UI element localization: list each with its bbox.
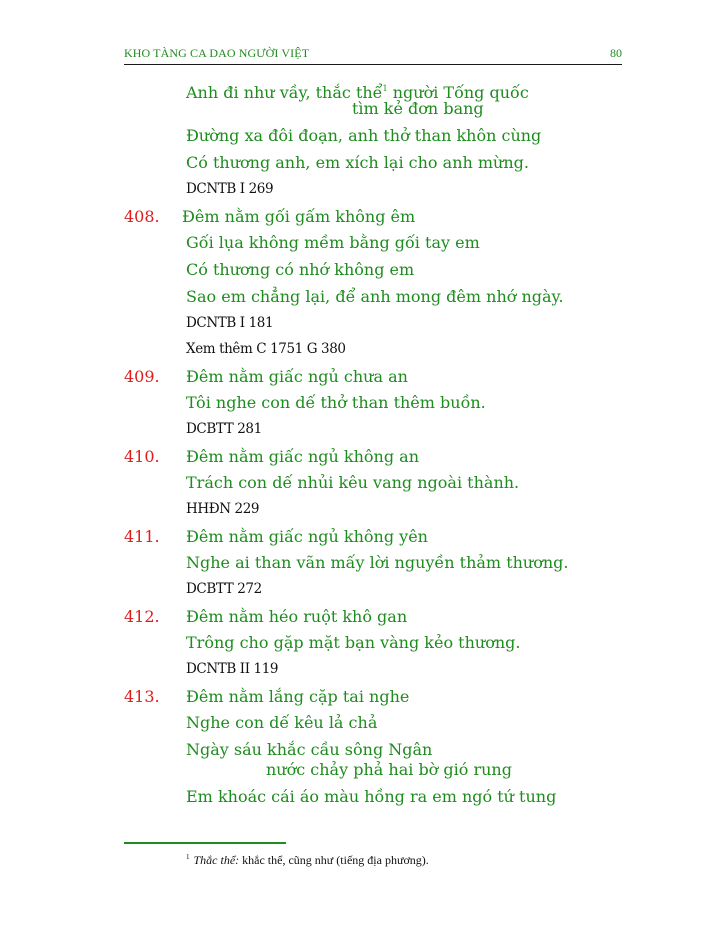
verse-line: Anh đi như vầy, thắc thể$^1$ người Tống quốc: [186, 83, 529, 102]
verse-line: Đêm nằm gối gấm không êm: [182, 207, 416, 226]
page-number: 80: [610, 46, 622, 60]
source-ref: DCNTB II 119: [186, 661, 279, 677]
cross-reference: Xem thêm C 1751 G 380: [186, 341, 346, 357]
verse-line: Đêm nằm lắng cặp tai nghe: [186, 687, 410, 706]
entry-number: 411.: [124, 527, 160, 546]
entry-number: 413.: [124, 687, 160, 706]
verse-line: Đêm nằm héo ruột khô gan: [186, 607, 408, 626]
source-ref: DCBTT 272: [186, 581, 262, 597]
source-ref: DCBTT 281: [186, 421, 262, 437]
verse-line: Đêm nằm giấc ngủ chưa an: [186, 367, 408, 386]
verse-line: Nghe con dế kêu lả chả: [186, 713, 378, 732]
entry-number: 409.: [124, 367, 160, 386]
footnote-term: Thắc thể:: [193, 853, 240, 867]
verse-line: Có thương có nhớ không em: [186, 260, 415, 279]
verse-line: Ngày sáu khắc cầu sông Ngân: [186, 740, 433, 759]
entry-number: 410.: [124, 447, 160, 466]
source-ref: DCNTB I 181: [186, 315, 274, 331]
book-title: KHO TÀNG CA DAO NGƯỜI VIỆT: [124, 46, 310, 60]
footnote-divider: [124, 842, 286, 844]
source-ref: HHĐN 229: [186, 501, 260, 517]
verse-line: Có thương anh, em xích lại cho anh mừng.: [186, 153, 529, 172]
footnote-ref: 1: [382, 84, 388, 93]
footnote-text: khắc thể, cũng như (tiếng địa phương).: [239, 853, 429, 867]
verse-line: Đêm nằm giấc ngủ không an: [186, 447, 419, 466]
entry-number: 408.: [124, 207, 160, 226]
source-ref: DCNTB I 269: [186, 181, 274, 197]
verse-line: Em khoác cái áo màu hồng ra em ngó tứ tung: [186, 787, 557, 806]
verse-line: Đường xa đôi đoạn, anh thở than khôn cùng: [186, 126, 542, 145]
verse-line: Trông cho gặp mặt bạn vàng kẻo thương.: [186, 633, 521, 652]
verse-line: Tôi nghe con dế thở than thêm buồn.: [186, 393, 486, 412]
verse-line: tìm kẻ đơn bang: [352, 99, 484, 118]
footnote: [186, 853, 429, 868]
footnote-mark: 1: [186, 853, 190, 861]
verse-line: nước chảy phả hai bờ gió rung: [266, 760, 512, 779]
verse-line: Sao em chẳng lại, để anh mong đêm nhớ ngày.: [186, 287, 564, 306]
verse-line: Đêm nằm giấc ngủ không yên: [186, 527, 428, 546]
entry-number: 412.: [124, 607, 160, 626]
verse-line: Gối lụa không mềm bằng gối tay em: [186, 233, 480, 252]
verse-line: Nghe ai than vãn mấy lời nguyền thảm thương.: [186, 553, 569, 572]
verse-line: Trách con dế nhủi kêu vang ngoài thành.: [186, 473, 520, 492]
